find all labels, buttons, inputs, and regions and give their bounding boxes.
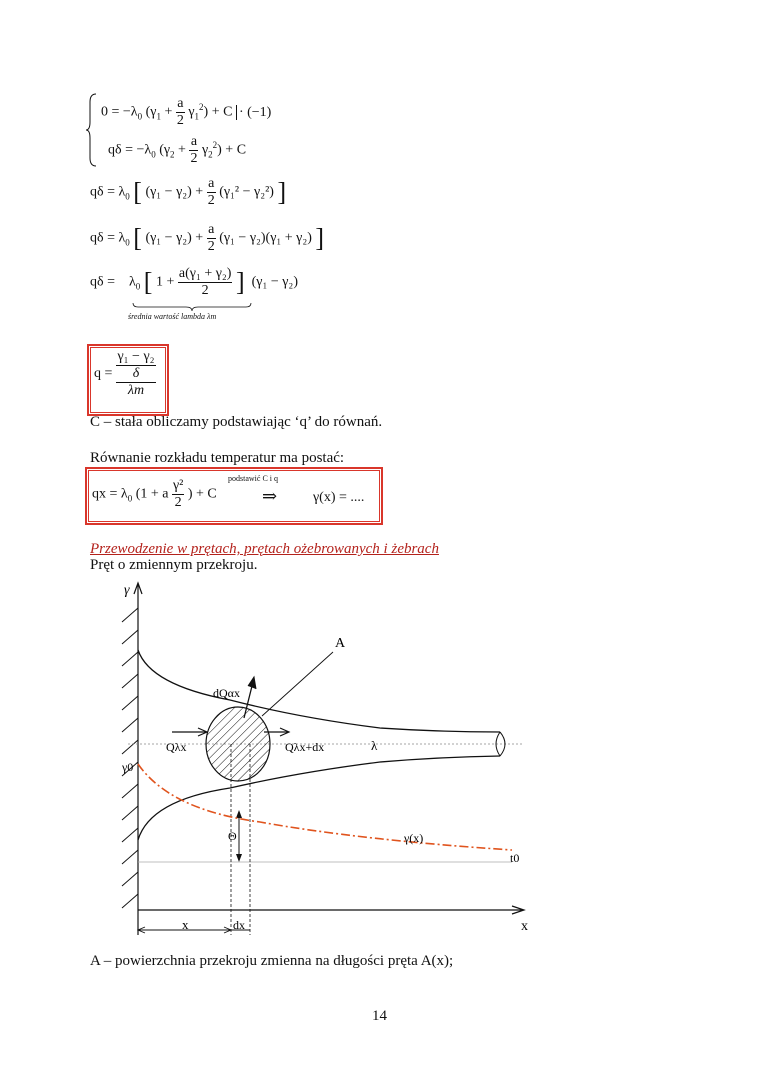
underbrace-label: średnia wartość lambda λm [128,312,217,321]
label-theta: Θ [228,829,237,843]
element-circle [206,707,270,781]
system-line-2: $q\delta = -\lambda_0$ ($\gamma_2$ + $\frac{a}{2}$ $\gamma_2^2) + C$ [108,134,247,166]
rod-lower-edge [138,756,500,840]
underbrace [132,302,252,312]
equation-3: $q\delta = \lambda_0$ [ (γ₁ − γ₂) + $\frac{a}{2}$ (γ₁² − γ₂²) ] [90,176,287,208]
text-A-definition: A – powierzchnia przekroju zmienna na długości pręta A(x); [90,953,454,969]
section-subheading: Pręt o zmiennym przekroju. [90,557,258,573]
over-arrow-label: podstawić C i q [228,474,278,483]
system-line-1: $0 = -\lambda_0$ ($\gamma_1$ + $\frac{a}{2}$ $\gamma_1^2) + C \cdot (-1)$ [101,96,272,128]
label-x-dim: x [182,917,189,932]
qx-formula: qx = $\lambda_0$ (1 + a $\frac{\text{γ²}}{2}$ ) + C [92,478,217,510]
wall-hatch [122,608,138,908]
section-heading: Przewodzenie w prętach, prętach ożebrowanych i żebrach [90,541,439,557]
rod-diagram [0,575,760,955]
equation-5: qδ = $\lambda_0$ [ 1 + $\frac{\text{a(γ₁ + γ₂)}}{2}$ ] (γ₁ − γ₂) [90,266,298,298]
label-gamma0: γ0 [122,760,134,774]
equation-4: $q\delta = \lambda_0$ [ (γ₁ − γ₂) + $\frac{a}{2}$ (γ₁ − γ₂)(γ₁ + γ₂) ] [90,222,325,254]
label-y-axis: γ [124,583,130,598]
rod-upper-edge [138,650,500,732]
label-lambda: λ [371,738,378,753]
page-number: 14 [372,1008,387,1024]
label-Q-in: Qλx [166,740,187,754]
implies-arrow: ⇒ [262,486,278,506]
label-A: A [335,636,346,651]
label-dx-dim: dx [233,918,245,932]
text-rownanie: Równanie rozkładu temperatur ma postać: [90,450,345,466]
gamma-curve [138,764,512,850]
label-t0: t0 [510,851,520,865]
label-dQ: dQαx [213,686,240,700]
gamma-result: γ(x) = .... [313,490,365,505]
label-x-axis: x [521,919,528,934]
label-Q-out: Qλx+dx [285,740,325,754]
system-brace [86,92,98,168]
label-gamma-x: γ(x) [404,831,424,845]
q-formula: q = γ₁ − γ₂ δ λm [94,349,155,398]
text-c-constant: C – stała obliczamy podstawiając ‘q’ do równań. [90,414,383,430]
